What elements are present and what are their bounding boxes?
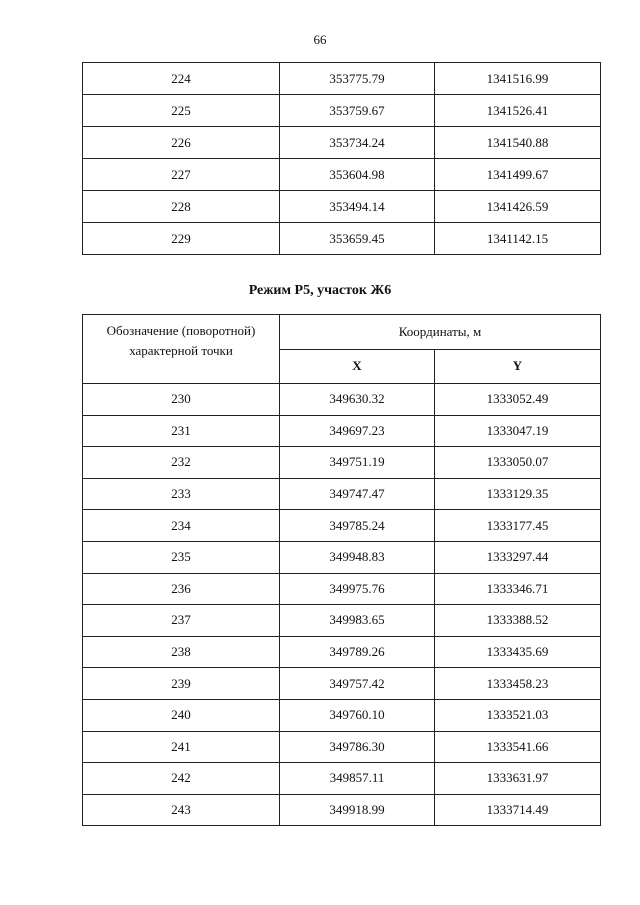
- point-number-cell: 225: [83, 95, 280, 127]
- y-coordinate-cell: 1341516.99: [435, 63, 601, 95]
- table-row: [83, 384, 601, 416]
- point-number-cell: 238: [83, 636, 280, 668]
- point-number-cell: 224: [83, 63, 280, 95]
- table-row: [83, 191, 601, 223]
- y-coordinate-cell: 1333714.49: [435, 794, 601, 826]
- x-coordinate-cell: 349697.23: [280, 415, 435, 447]
- table-row: [83, 510, 601, 542]
- y-coordinate-cell: 1333521.03: [435, 699, 601, 731]
- point-number-cell: 242: [83, 763, 280, 795]
- x-coordinate-cell: 353604.98: [280, 159, 435, 191]
- y-coordinate-cell: 1333388.52: [435, 605, 601, 637]
- y-coordinate-cell: 1333435.69: [435, 636, 601, 668]
- table-body: [83, 63, 601, 255]
- y-coordinate-cell: 1333047.19: [435, 415, 601, 447]
- table-row: [83, 668, 601, 700]
- table-row: [83, 95, 601, 127]
- point-number-cell: 231: [83, 415, 280, 447]
- table-row: [83, 223, 601, 255]
- x-coordinate-cell: 353734.24: [280, 127, 435, 159]
- x-coordinate-cell: 349918.99: [280, 794, 435, 826]
- point-number-cell: 232: [83, 447, 280, 479]
- x-coordinate-cell: 349747.47: [280, 478, 435, 510]
- point-number-cell: 240: [83, 699, 280, 731]
- x-coordinate-cell: 349857.11: [280, 763, 435, 795]
- x-coordinate-cell: 349948.83: [280, 541, 435, 573]
- point-number-cell: 228: [83, 191, 280, 223]
- x-coordinate-cell: 353659.45: [280, 223, 435, 255]
- point-number-cell: 241: [83, 731, 280, 763]
- page-number: 66: [313, 32, 327, 47]
- x-coordinate-cell: 349983.65: [280, 605, 435, 637]
- point-number-cell: 227: [83, 159, 280, 191]
- y-coordinate-cell: 1333346.71: [435, 573, 601, 605]
- x-coordinate-cell: 349751.19: [280, 447, 435, 479]
- x-coordinate-cell: 349757.42: [280, 668, 435, 700]
- table-header: [83, 315, 601, 384]
- x-coordinate-cell: 349786.30: [280, 731, 435, 763]
- table-row: [83, 763, 601, 795]
- table-row: [83, 699, 601, 731]
- table-row: [83, 63, 601, 95]
- point-number-cell: 226: [83, 127, 280, 159]
- table-row: [83, 127, 601, 159]
- table-row: [83, 636, 601, 668]
- point-number-cell: 243: [83, 794, 280, 826]
- x-coordinate-cell: 349760.10: [280, 699, 435, 731]
- y-column-header: Y: [435, 349, 601, 384]
- x-column-header: X: [280, 349, 435, 384]
- point-number-cell: 237: [83, 605, 280, 637]
- coordinates-table: [82, 314, 601, 826]
- point-number-cell: 239: [83, 668, 280, 700]
- x-coordinate-cell: 353775.79: [280, 63, 435, 95]
- y-coordinate-cell: 1333052.49: [435, 384, 601, 416]
- table-row: [83, 605, 601, 637]
- coordinates-table-continued: [82, 62, 601, 255]
- y-coordinate-cell: 1333050.07: [435, 447, 601, 479]
- table-row: [83, 159, 601, 191]
- table-body: [83, 384, 601, 826]
- x-coordinate-cell: 353759.67: [280, 95, 435, 127]
- table-row: [83, 541, 601, 573]
- y-coordinate-cell: 1341526.41: [435, 95, 601, 127]
- point-number-cell: 233: [83, 478, 280, 510]
- point-designation-header: Обозначение (поворотной) характерной точки: [83, 315, 280, 384]
- x-coordinate-cell: 349789.26: [280, 636, 435, 668]
- y-coordinate-cell: 1341142.15: [435, 223, 601, 255]
- y-coordinate-cell: 1333129.35: [435, 478, 601, 510]
- table-row: [83, 573, 601, 605]
- table-row: [83, 447, 601, 479]
- table-row: [83, 731, 601, 763]
- y-coordinate-cell: 1333177.45: [435, 510, 601, 542]
- x-coordinate-cell: 353494.14: [280, 191, 435, 223]
- point-number-cell: 230: [83, 384, 280, 416]
- point-number-cell: 229: [83, 223, 280, 255]
- x-coordinate-cell: 349975.76: [280, 573, 435, 605]
- table-row: [83, 415, 601, 447]
- y-coordinate-cell: 1333541.66: [435, 731, 601, 763]
- y-coordinate-cell: 1333297.44: [435, 541, 601, 573]
- y-coordinate-cell: 1341426.59: [435, 191, 601, 223]
- y-coordinate-cell: 1333458.23: [435, 668, 601, 700]
- coordinates-group-header: Координаты, м: [280, 315, 601, 350]
- y-coordinate-cell: 1341540.88: [435, 127, 601, 159]
- section-title: Режим Р5, участок Ж6: [248, 283, 392, 298]
- y-coordinate-cell: 1341499.67: [435, 159, 601, 191]
- x-coordinate-cell: 349630.32: [280, 384, 435, 416]
- table-row: [83, 794, 601, 826]
- x-coordinate-cell: 349785.24: [280, 510, 435, 542]
- point-number-cell: 236: [83, 573, 280, 605]
- point-number-cell: 234: [83, 510, 280, 542]
- y-coordinate-cell: 1333631.97: [435, 763, 601, 795]
- table-row: [83, 478, 601, 510]
- point-number-cell: 235: [83, 541, 280, 573]
